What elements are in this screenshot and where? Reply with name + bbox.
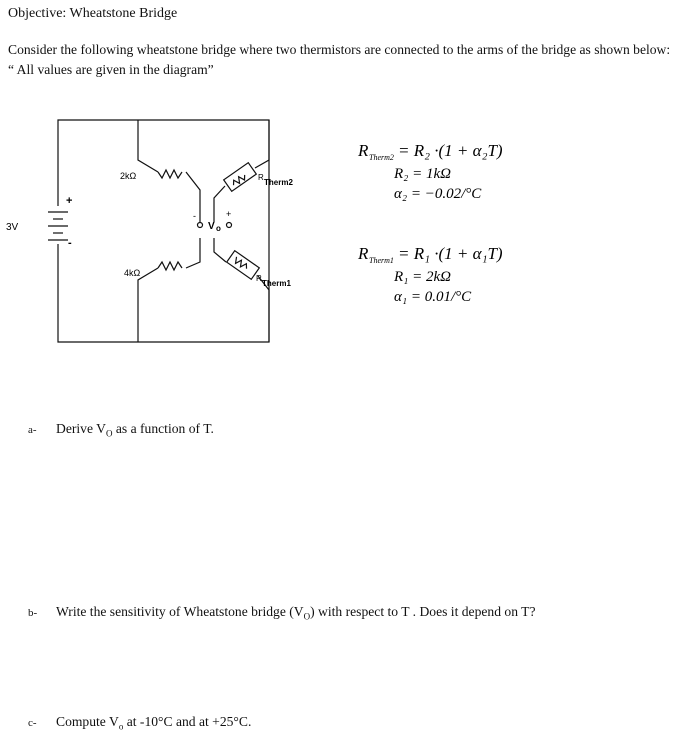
r-4k-label: 4kΩ — [124, 268, 141, 278]
question-b-rest: ) with respect to T . Does it depend on T? — [310, 604, 536, 619]
resistor-4k-zigzag — [158, 262, 182, 270]
question-c-text: Compute V — [56, 714, 119, 729]
therm1-label-sub: Therm1 — [262, 279, 291, 288]
vo-minus-sign: - — [193, 211, 196, 221]
source-voltage-label: 3V — [6, 222, 19, 233]
eq-therm1-lhs: R — [358, 244, 369, 263]
question-c-rest: at -10°C and at +25°C. — [123, 714, 252, 729]
eq-therm1-rhs: = R₁ ·(1 + α₁T) — [398, 244, 503, 263]
therm1-label-R: R — [256, 274, 262, 283]
arm-bottom-right — [214, 238, 226, 262]
question-b — [28, 604, 536, 622]
arm-bottom-left — [186, 238, 200, 268]
vo-plus-sign: + — [226, 209, 232, 219]
vo-terminal-minus — [198, 223, 203, 228]
vo-terminal-plus — [227, 223, 232, 228]
question-b-sub: O — [303, 611, 311, 622]
eq-therm2-r: R₂ = 1kΩ — [394, 166, 452, 182]
question-a-letter: a- — [28, 424, 37, 436]
arm-top-right — [255, 150, 269, 168]
source-plus-sign: + — [66, 195, 73, 207]
therm2-label-R: R — [258, 173, 264, 182]
r-2k-label: 2kΩ — [120, 171, 137, 181]
vo-sub: o — [216, 224, 221, 233]
eq-therm1-alpha: α₁ = 0.01/°C — [394, 289, 472, 305]
source-minus-sign: - — [68, 237, 72, 249]
question-a-text: Derive V — [56, 421, 106, 436]
arm-top-left — [138, 150, 158, 172]
question-a — [28, 421, 214, 439]
therm2-label-sub: Therm2 — [264, 178, 293, 187]
question-c-letter: c- — [28, 717, 37, 729]
question-c — [28, 714, 251, 732]
eq-therm2-lhs-sub: Therm2 — [369, 153, 394, 162]
question-a-sub: O — [105, 428, 113, 439]
resistor-2k-zigzag — [158, 170, 182, 178]
question-a-rest: as a function of T. — [112, 421, 214, 436]
eq-therm2-alpha: α₂ = −0.02/°C — [394, 186, 482, 202]
eq-therm1-lhs-sub: Therm1 — [369, 256, 394, 265]
eq-therm1-r: R₁ = 2kΩ — [394, 269, 452, 285]
intro-paragraph: Consider the following wheatstone bridge where two thermistors are connected to the arms of the bridge as shown below: “ All values are given in the diagram” — [8, 42, 671, 77]
question-c-sub: o — [118, 721, 124, 732]
objective-title: Objective: Wheatstone Bridge — [8, 6, 178, 21]
eq-therm2-lhs: R — [358, 141, 369, 160]
question-b-letter: b- — [28, 607, 38, 619]
question-b-text: Write the sensitivity of Wheatstone bridge (V — [56, 604, 304, 619]
eq-therm2-rhs: = R₂ ·(1 + α₂T) — [398, 141, 503, 160]
circuit-wire-left — [58, 120, 269, 342]
vo-label: V — [208, 221, 215, 232]
